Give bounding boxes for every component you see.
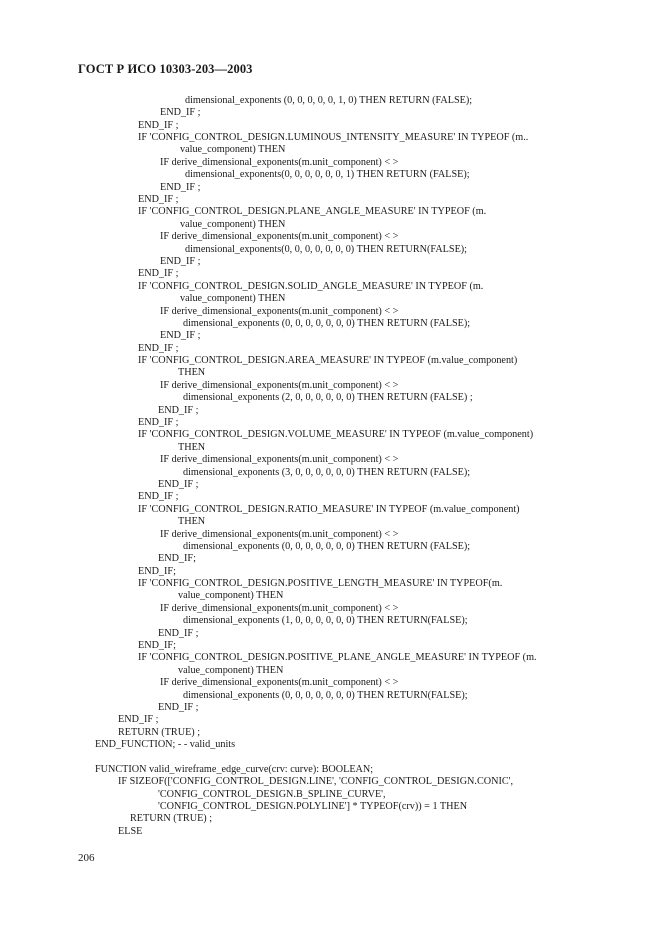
code-line: value_component) THEN (180, 293, 286, 304)
document-header: ГОСТ Р ИСО 10303-203—2003 (78, 62, 253, 76)
code-line: IF 'CONFIG_CONTROL_DESIGN.POSITIVE_PLANE_ANGLE_MEASURE' IN TYPEOF (m. (138, 652, 537, 663)
code-line: END_IF; (138, 640, 176, 651)
code-line: value_component) THEN (180, 219, 286, 230)
code-line: END_IF ; (138, 491, 179, 502)
code-line: END_IF ; (138, 194, 179, 205)
code-line: IF derive_dimensional_exponents(m.unit_component) < > (160, 380, 399, 391)
code-line: FUNCTION valid_wireframe_edge_curve(crv: curve): BOOLEAN; (95, 764, 374, 775)
code-line: IF 'CONFIG_CONTROL_DESIGN.RATIO_MEASURE' IN TYPEOF (m.value_component) (138, 504, 520, 515)
code-line: dimensional_exponents (1, 0, 0, 0, 0, 0, 0) THEN RETURN(FALSE); (183, 615, 468, 626)
code-line: END_IF ; (158, 479, 199, 490)
code-line: value_component) THEN (178, 665, 284, 676)
code-line: IF derive_dimensional_exponents(m.unit_component) < > (160, 677, 399, 688)
code-line: 'CONFIG_CONTROL_DESIGN.B_SPLINE_CURVE', (158, 789, 386, 800)
code-line: dimensional_exponents(0, 0, 0, 0, 0, 0, 1) THEN RETURN (FALSE); (185, 169, 470, 180)
code-line: dimensional_exponents (3, 0, 0, 0, 0, 0, 0) THEN RETURN (FALSE); (183, 467, 471, 478)
code-line: IF 'CONFIG_CONTROL_DESIGN.SOLID_ANGLE_MEASURE' IN TYPEOF (m. (138, 281, 484, 292)
code-line: END_FUNCTION; - - valid_units (95, 739, 236, 750)
code-line: dimensional_exponents(0, 0, 0, 0, 0, 0, 0) THEN RETURN(FALSE); (185, 244, 468, 255)
code-line: IF derive_dimensional_exponents(m.unit_component) < > (160, 529, 399, 540)
code-line: IF derive_dimensional_exponents(m.unit_component) < > (160, 231, 399, 242)
code-line: END_IF ; (158, 628, 199, 639)
code-line: dimensional_exponents (0, 0, 0, 0, 0, 0, 0) THEN RETURN (FALSE); (183, 318, 471, 329)
code-line: dimensional_exponents (0, 0, 0, 0, 0, 1, 0) THEN RETURN (FALSE); (185, 95, 473, 106)
code-line: 'CONFIG_CONTROL_DESIGN.POLYLINE'] * TYPEOF(crv)) = 1 THEN (158, 801, 468, 812)
code-line: END_IF ; (138, 268, 179, 279)
code-line: value_component) THEN (180, 144, 286, 155)
code-line: THEN (178, 367, 206, 378)
code-line: value_component) THEN (178, 590, 284, 601)
code-line: IF 'CONFIG_CONTROL_DESIGN.POSITIVE_LENGTH_MEASURE' IN TYPEOF(m. (138, 578, 503, 589)
code-line: IF SIZEOF(['CONFIG_CONTROL_DESIGN.LINE', 'CONFIG_CONTROL_DESIGN.CONIC', (118, 776, 514, 787)
code-line: RETURN (TRUE) ; (118, 727, 201, 738)
code-line: END_IF ; (118, 714, 159, 725)
code-line: IF derive_dimensional_exponents(m.unit_component) < > (160, 603, 399, 614)
code-line: IF 'CONFIG_CONTROL_DESIGN.AREA_MEASURE' IN TYPEOF (m.value_component) (138, 355, 518, 366)
code-line: RETURN (TRUE) ; (130, 813, 213, 824)
code-line: END_IF ; (158, 702, 199, 713)
code-line: IF derive_dimensional_exponents(m.unit_component) < > (160, 157, 399, 168)
page-number: 206 (78, 852, 95, 864)
code-line: END_IF ; (138, 417, 179, 428)
code-line: ELSE (118, 826, 143, 837)
code-line: END_IF ; (160, 330, 201, 341)
code-line: IF derive_dimensional_exponents(m.unit_component) < > (160, 454, 399, 465)
code-line: END_IF ; (160, 182, 201, 193)
code-line: END_IF ; (138, 120, 179, 131)
code-line: IF 'CONFIG_CONTROL_DESIGN.VOLUME_MEASURE' IN TYPEOF (m.value_component) (138, 429, 534, 440)
code-line: IF 'CONFIG_CONTROL_DESIGN.PLANE_ANGLE_MEASURE' IN TYPEOF (m. (138, 206, 487, 217)
code-line: IF 'CONFIG_CONTROL_DESIGN.LUMINOUS_INTENSITY_MEASURE' IN TYPEOF (m.. (138, 132, 529, 143)
code-line: THEN (178, 442, 206, 453)
code-line: THEN (178, 516, 206, 527)
code-line: END_IF ; (160, 256, 201, 267)
code-line: dimensional_exponents (0, 0, 0, 0, 0, 0, 0) THEN RETURN (FALSE); (183, 541, 471, 552)
code-line: IF derive_dimensional_exponents(m.unit_component) < > (160, 306, 399, 317)
code-line: END_IF ; (160, 107, 201, 118)
code-line: dimensional_exponents (0, 0, 0, 0, 0, 0, 0) THEN RETURN(FALSE); (183, 690, 468, 701)
code-line: END_IF ; (158, 405, 199, 416)
code-line: END_IF ; (138, 343, 179, 354)
code-line: END_IF; (138, 566, 176, 577)
code-line: END_IF; (158, 553, 196, 564)
code-line: dimensional_exponents (2, 0, 0, 0, 0, 0, 0) THEN RETURN (FALSE) ; (183, 392, 473, 403)
